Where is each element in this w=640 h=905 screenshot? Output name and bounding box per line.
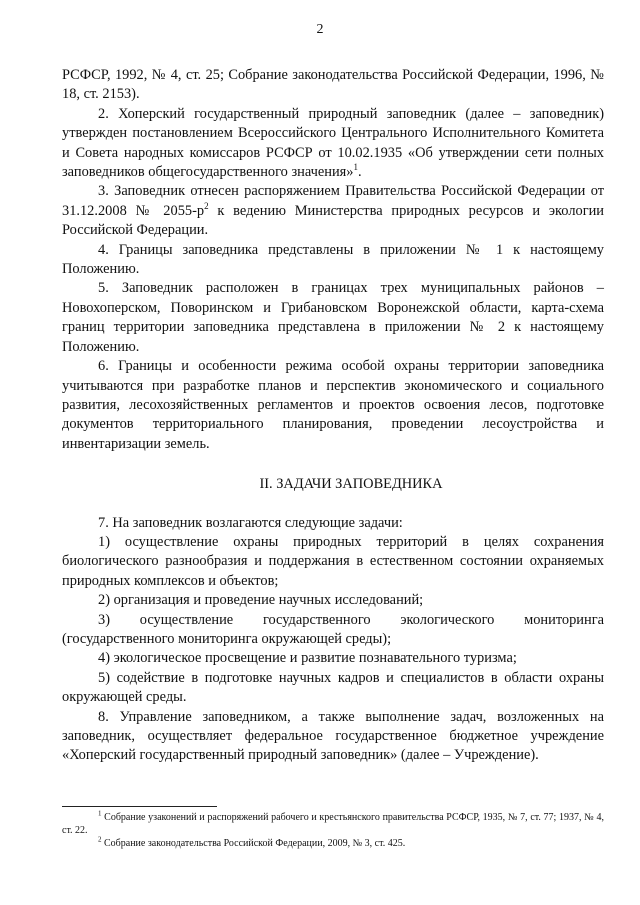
- page-number: 2: [316, 22, 324, 37]
- footnote-ref-1: 1: [353, 162, 358, 173]
- footnote-mark-2: 2: [98, 835, 102, 844]
- task-item-3: 3) осуществление государственного экологического мониторинга (государственного мониторинга окружающей среды);: [62, 611, 604, 647]
- paragraph-2: [62, 105, 604, 183]
- task-item-5: 5) содействие в подготовке научных кадров и специалистов в области охраны окружающей среды.: [62, 669, 604, 706]
- document-body: [62, 66, 604, 766]
- task-item-4: 4) экологическое просвещение и развитие познавательного туризма;: [98, 650, 517, 667]
- paragraph-6: 6. Границы и особенности режима особой охраны территории заповедника учитываются при разработке планов и перспектив экономического и социального развития, лесохозяйственных регламентов и проектов освоения лесов, подготовке документов территориального планирования, проведении лесоустройства и инвентаризации земель.: [62, 358, 604, 452]
- footnote-divider: [62, 806, 217, 807]
- task-item-2: 2) организация и проведение научных исследований;: [98, 592, 424, 609]
- paragraph-3: [62, 182, 604, 240]
- footnote-mark-1: 1: [98, 809, 102, 818]
- footnote-2: [62, 837, 604, 850]
- paragraph-2-text: 2. Хоперский государственный природный заповедник (далее – заповедник) утвержден постановлением Всероссийского Центрального Исполнительного Комитета и Совета народных комиссаров РСФСР от 10.02.1935 «Об утверждении сети полных заповедников общегосударственного значения»: [62, 105, 604, 181]
- footnotes: [62, 811, 604, 850]
- task-item-1: 1) осуществление охраны природных территорий в целях сохранения биологического разнообразия и поддержания в естественном состоянии охраняемых природных комплексов и объектов;: [62, 533, 604, 589]
- paragraph-8: 8. Управление заповедником, а также выполнение задач, возложенных на заповедник, осуществляет федеральное государственное бюджетное учреждение «Хоперский государственный природный заповедник» (далее – Учреждение).: [62, 708, 604, 764]
- paragraph-continuation: РСФСР, 1992, № 4, ст. 25; Собрание законодательства Российской Федерации, 1996, № 18, ст. 2153).: [62, 67, 604, 103]
- footnote-2-text: Собрание законодательства Российской Федерации, 2009, № 3, ст. 425.: [101, 838, 406, 849]
- footnote-1: [62, 811, 604, 837]
- paragraph-7: 7. На заповедник возлагаются следующие задачи:: [98, 514, 403, 531]
- paragraph-3-text-a: 3. Заповедник отнесен распоряжением Правительства Российской Федерации от 31.12.2008 № 2055-р: [62, 183, 604, 219]
- paragraph-4: 4. Границы заповедника представлены в приложении № 1 к настоящему Положению.: [62, 241, 604, 278]
- section-heading: II. ЗАДАЧИ ЗАПОВЕДНИКА: [259, 476, 443, 493]
- footnote-1-text: Собрание узаконений и распоряжений рабочего и крестьянского правительства РСФСР, 1935, № 7, ст. 77; 1937, № 4, ст. 22.: [62, 812, 604, 836]
- paragraph-5: 5. Заповедник расположен в границах трех муниципальных районов – Новохоперском, Поворинском и Грибановском Воронежской области, карта-схема границ территории заповедника представлена в приложении № 2 к настоящему Положению.: [62, 280, 604, 355]
- footnote-ref-2: 2: [204, 201, 209, 212]
- paragraph-3-text-b: к ведению Министерства природных ресурсов и экологии Российской Федерации.: [62, 202, 604, 239]
- paragraph-2-end: .: [357, 164, 362, 181]
